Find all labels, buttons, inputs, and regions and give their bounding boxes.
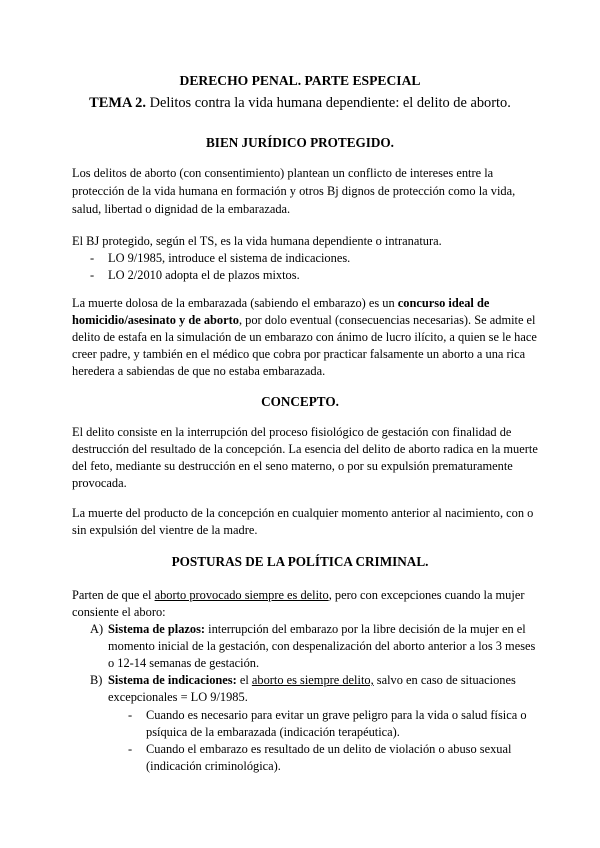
list-marker: - (90, 251, 95, 265)
paragraph-line: destrucción del resultado de la concepción. La esencia del delito de aborto radica en la muerte (72, 442, 538, 456)
bold-text: concurso ideal de (397, 296, 490, 310)
underlined-text: aborto es siempre delito, (251, 673, 374, 687)
list-marker: - (128, 742, 133, 756)
bold-text: homicidio/asesinato y de aborto (72, 313, 239, 327)
text-run: La muerte dolosa de la embarazada (sabiendo el embarazo) es un (72, 296, 398, 310)
list-item (108, 621, 526, 638)
document-subtitle (0, 95, 600, 112)
text-run: , por dolo eventual (consecuencias necesarias). Se admite el (238, 313, 536, 327)
paragraph-line: El delito consiste en la interrupción del proceso fisiológico de gestación con finalidad de (72, 425, 512, 439)
paragraph-line: protección de la vida humana en formación y otros Bj dignos de protección como la vida, (72, 184, 516, 198)
list-item: Cuando el embarazo es resultado de un delito de violación o abuso sexual (146, 742, 512, 756)
paragraph-line: salud, libertad o dignidad de la embarazada. (72, 202, 291, 216)
paragraph-line: Los delitos de aborto (con consentimiento) plantean un conflicto de intereses entre la (72, 166, 494, 180)
heading-bien-juridico: BIEN JURÍDICO PROTEGIDO. (206, 135, 394, 150)
text-run: Parten de que el (72, 588, 155, 602)
text-run: el (236, 673, 252, 687)
text-run: interrupción del embarazo por la libre decisión de la mujer en el (205, 622, 526, 636)
heading-posturas: POSTURAS DE LA POLÍTICA CRIMINAL. (171, 554, 429, 569)
paragraph-line: La muerte del producto de la concepción en cualquier momento anterior al nacimiento, con o (72, 506, 534, 520)
paragraph-line: del feto, mediante su destrucción en el seno materno, o por su expulsión prematuramente (72, 459, 513, 473)
list-item (108, 672, 516, 689)
heading-concepto: CONCEPTO. (261, 394, 339, 409)
list-marker: - (90, 268, 95, 282)
underlined-text: aborto provocado siempre es delito (154, 588, 329, 602)
paragraph-line: heredera a sabiendas de que no estaba embarazada. (72, 364, 326, 378)
paragraph-line (72, 295, 489, 312)
text-run: salvo en caso de situaciones (373, 673, 516, 687)
paragraph-line: consiente el aboro: (72, 605, 166, 619)
list-marker: A) (90, 622, 104, 636)
paragraph-line (72, 587, 524, 604)
list-marker: B) (90, 673, 103, 687)
bold-text: Sistema de plazos: (108, 622, 206, 636)
list-item-line: excepcionales = LO 9/1985. (108, 690, 248, 704)
paragraph-line (72, 312, 536, 329)
paragraph-line: El BJ protegido, según el TS, es la vida humana dependiente o intranatura. (72, 234, 442, 248)
document-title: DERECHO PENAL. PARTE ESPECIAL (179, 73, 421, 88)
paragraph-line: creer padre, y también en el médico que cobra por practicar falsamente un aborto a una rica (72, 347, 526, 361)
paragraph-line: delito de estafa en la simulación de un embarazo con ánimo de lucro ilícito, a quien se le hace (72, 330, 537, 344)
list-item-line: o 12-14 semanas de gestación. (108, 656, 260, 670)
list-item-line: momento inicial de la gestación, con despenalización del aborto anterior a los 3 meses (108, 639, 536, 653)
paragraph-line: provocada. (72, 476, 127, 490)
list-item-line: (indicación criminológica). (146, 759, 281, 773)
list-item: LO 9/1985, introduce el sistema de indicaciones. (108, 251, 351, 265)
list-item: Cuando es necesario para evitar un grave peligro para la vida o salud física o (146, 708, 527, 722)
tema-label: TEMA 2. (89, 95, 146, 111)
list-marker: - (128, 708, 133, 722)
list-item: LO 2/2010 adopta el de plazos mixtos. (108, 268, 300, 282)
tema-text: Delitos contra la vida humana dependiente: el delito de aborto. (149, 95, 511, 111)
text-run: , pero con excepciones cuando la mujer (328, 588, 525, 602)
list-item-line: psíquica de la embarazada (indicación terapéutica). (146, 725, 400, 739)
bold-text: Sistema de indicaciones: (108, 673, 237, 687)
paragraph-line: sin expulsión del vientre de la madre. (72, 523, 258, 537)
